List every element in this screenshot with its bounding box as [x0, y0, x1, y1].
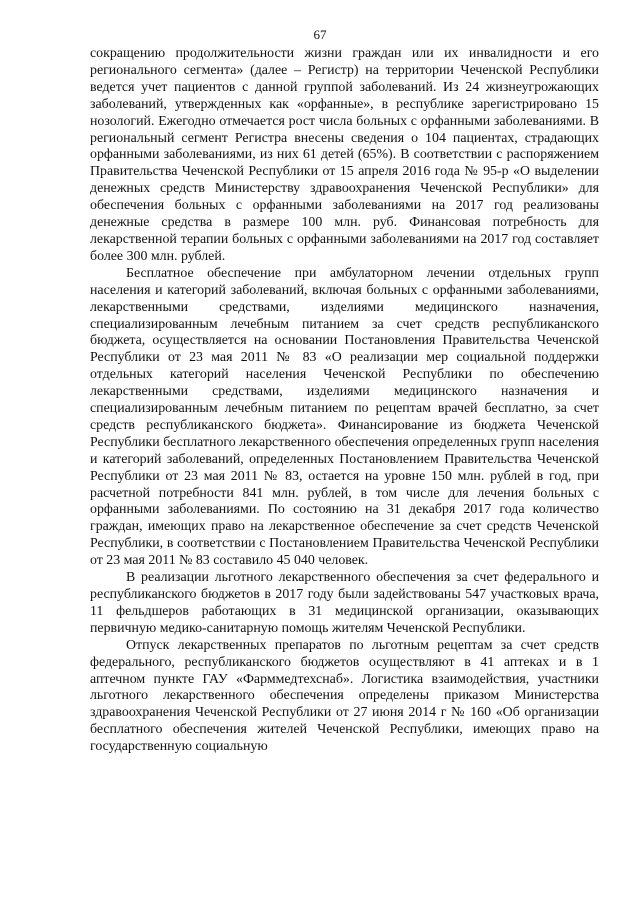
paragraph-orphan-registry: сокращению продолжительности жизни граждан или их инвалидности и его регионального сегмента» (далее – Регистр) на территории Чеченской Республики ведется учет пациентов с данной группой заболеваний. Из 24 жизнеугрожающих заболеваний, утвержденных как «орфанные», в республике зарегистрировано 15 нозологий. Ежегодно отмечается рост числа больных с орфанными заболеваниями. В региональный сегмент Регистра внесены сведения о 104 пациентах, страдающих орфанными заболеваниями, из них 61 детей (65%). В соответствии с распоряжением Правительства Чеченской Республики от 15 апреля 2016 года № 95-р «О выделении денежных средств Министерству здравоохранения Чеченской Республики» для обеспечения больных с орфанными заболеваниями на 2017 год реализованы денежные средства в размере 100 млн. руб. Финансовая потребность для лекарственной терапии больных с орфанными заболеваниями на 2017 год составляет более 300 млн. рублей. [90, 46, 599, 264]
paragraph-free-provision: Бесплатное обеспечение при амбулаторном лечении отдельных групп населения и категорий заболеваний, включая больных с орфанными заболеваниями, лекарственными средствами, изделиями медицинского назначения, специализированным лечебным питанием за счет средств республиканского бюджета, осуществляется на основании Постановления Правительства Чеченской Республики от 23 мая 2011 № 83 «О реализации мер социальной поддержки отдельных категорий населения Чеченской Республики по обеспечению лекарственными средствами, изделиями медицинского назначения и специализированным лечебным питанием по рецептам врачей бесплатно, за счет средств республиканского бюджета». Финансирование из бюджета Чеченской Республики бесплатного лекарственного обеспечения определенных групп населения и категорий заболеваний, определенных Постановлением Правительства Чеченской Республики от 23 мая 2011 № 83, остается на уровне 150 млн. рублей в год, при расчетной потребности 841 млн. рублей, в том числе для лечения больных с орфанными заболеваниями. По состоянию на 31 декабря 2017 года количество граждан, имеющих право на лекарственное обеспечение за счет средств Чеченской Республики, в соответствии с Постановлением Правительства Чеченской Республики от 23 мая 2011 № 83 составило 45 040 человек. [90, 265, 599, 569]
page-number: 67 [313, 27, 327, 42]
paragraph-pharmacy-dispensing: Отпуск лекарственных препаратов по льготным рецептам за счет средств федерального, республиканского бюджетов осуществляют в 41 аптеках и в 1 аптечном пункте ГАУ «Фарммедтехснаб». Логистика взаимодействия, участники льготного лекарственного обеспечения определены приказом Министерства здравоохранения Чеченской Республики от 27 июня 2014 г № 160 «Об организации бесплатного обеспечения жителей Чеченской Республики, имеющих право на государственную социальную [90, 637, 599, 755]
document-body [90, 46, 599, 756]
paragraph-preferential-supply: В реализации льготного лекарственного обеспечения за счет федерального и республиканского бюджетов в 2017 году были задействованы 547 участковых врача, 11 фельдшеров работающих в 31 медицинской организации, оказывающих первичную медико-санитарную помощь жителям Чеченской Республики. [90, 570, 599, 636]
